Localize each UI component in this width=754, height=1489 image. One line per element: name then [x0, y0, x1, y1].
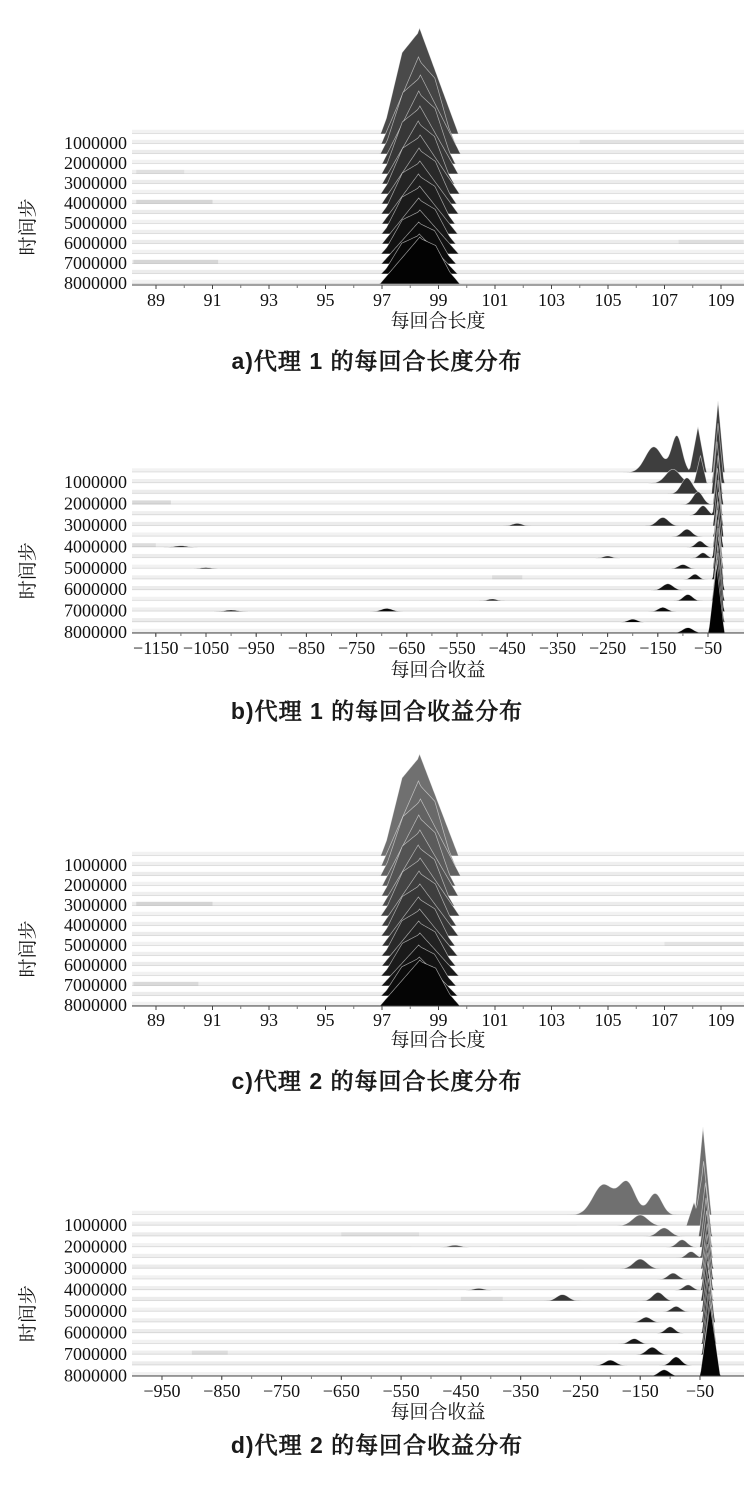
y-tick-label: 2000000 [64, 875, 127, 895]
y-tick-label: 2000000 [64, 493, 127, 514]
x-tick-label: −150 [621, 1381, 659, 1401]
x-tick-label: 97 [373, 290, 391, 310]
caption-b: b)代理 1 的每回合收益分布 [230, 698, 524, 724]
x-tick-label: 91 [203, 1010, 222, 1030]
y-tick-label: 6000000 [64, 233, 127, 253]
y-tick-label: 4000000 [64, 1279, 127, 1300]
ridgeline-chart-c [0, 732, 754, 1050]
y-tick-label: 7000000 [64, 975, 127, 995]
x-tick-label: 93 [260, 1010, 278, 1030]
density-ridge-row [132, 401, 744, 473]
y-tick-label: 3000000 [64, 1257, 127, 1278]
x-tick-label: 99 [429, 290, 448, 310]
x-tick-label: 95 [316, 290, 335, 310]
x-tick-label: −750 [338, 638, 376, 658]
x-tick-label: 101 [481, 290, 509, 310]
x-tick-label: −450 [488, 638, 526, 658]
y-tick-label: 1000000 [64, 472, 127, 493]
x-tick-label: −150 [639, 638, 677, 658]
density-ridge-row [132, 1127, 744, 1215]
x-tick-label: 89 [147, 1010, 165, 1030]
x-tick-label: −450 [442, 1381, 480, 1401]
row-smudge [192, 1351, 228, 1355]
y-tick-label: 4000000 [64, 915, 127, 935]
x-tick-label: 107 [651, 1010, 678, 1030]
x-tick-label: 105 [594, 290, 622, 310]
x-tick-label: −350 [538, 638, 576, 658]
x-axis-title: 每回合长度 [390, 1030, 486, 1050]
density-ridge-row [132, 553, 744, 612]
figure-panel-b [0, 378, 754, 726]
y-tick-label: 6000000 [64, 579, 127, 600]
x-tick-label: −250 [589, 638, 627, 658]
x-axis-title: 每回合长度 [390, 311, 486, 332]
x-tick-label: −950 [237, 638, 275, 658]
row-smudge [132, 543, 156, 547]
density-ridge-row [132, 1286, 744, 1344]
x-tick-label: −550 [438, 638, 476, 658]
density-ridge-row [132, 545, 744, 601]
row-smudge [136, 902, 212, 906]
y-tick-label: 7000000 [64, 253, 127, 273]
x-tick-label: 91 [203, 290, 222, 310]
y-tick-label: 8000000 [64, 1365, 127, 1386]
figure-panel-c [0, 732, 754, 1096]
y-tick-label: 1000000 [64, 1214, 127, 1235]
y-tick-label: 4000000 [64, 193, 127, 213]
x-tick-label: 89 [147, 290, 165, 310]
y-axis-title: 时间步 [18, 542, 39, 600]
y-tick-label: 5000000 [64, 213, 127, 233]
y-tick-label: 3000000 [64, 895, 127, 915]
x-tick-label: −1050 [182, 638, 230, 658]
caption-a: a)代理 1 的每回合长度分布 [231, 348, 523, 374]
row-smudge [492, 575, 522, 579]
y-tick-label: 3000000 [64, 515, 127, 535]
y-tick-label: 5000000 [64, 557, 127, 578]
ridgeline-chart-a [0, 0, 754, 336]
x-tick-label: 101 [481, 1010, 509, 1030]
density-ridge-row [132, 1294, 744, 1355]
x-tick-label: −650 [322, 1381, 360, 1401]
y-tick-label: 2000000 [64, 153, 127, 173]
row-smudge [665, 942, 744, 946]
x-tick-label: −50 [693, 638, 723, 658]
x-tick-label: 99 [429, 1010, 448, 1030]
figure-panel-d [0, 1102, 754, 1460]
x-tick-label: −850 [203, 1381, 241, 1401]
row-smudge [679, 240, 744, 244]
x-tick-label: −550 [382, 1381, 420, 1401]
y-axis-title: 时间步 [18, 198, 39, 256]
y-tick-label: 6000000 [64, 1322, 127, 1343]
x-tick-label: −1150 [133, 638, 179, 658]
caption-d: d)代理 2 的每回合收益分布 [230, 1432, 524, 1458]
row-smudge [461, 1297, 503, 1301]
x-tick-label: 103 [538, 290, 565, 310]
x-tick-label: −650 [388, 638, 426, 658]
y-tick-label: 2000000 [64, 1236, 127, 1257]
x-tick-label: 103 [538, 1010, 565, 1030]
y-tick-label: 1000000 [64, 855, 127, 875]
x-tick-label: 93 [260, 290, 278, 310]
row-smudge [133, 982, 198, 986]
ridgeline-chart-d [0, 1102, 754, 1422]
x-tick-label: −750 [262, 1381, 301, 1401]
x-tick-label: 105 [594, 1010, 622, 1030]
x-tick-label: −50 [685, 1381, 715, 1401]
row-smudge [580, 140, 744, 144]
x-axis-title: 每回合收益 [390, 660, 486, 681]
x-tick-label: −250 [561, 1381, 600, 1401]
row-smudge [341, 1232, 419, 1236]
density-ridge-row [132, 1161, 744, 1226]
y-tick-label: 8000000 [64, 995, 127, 1015]
row-smudge [136, 170, 184, 174]
y-axis-title: 时间步 [18, 1285, 39, 1343]
x-tick-label: −850 [287, 638, 325, 658]
x-tick-label: 95 [316, 1010, 335, 1030]
row-smudge [133, 260, 218, 264]
y-tick-label: 8000000 [64, 273, 127, 293]
y-tick-label: 5000000 [64, 935, 127, 955]
x-tick-label: 97 [373, 1010, 391, 1030]
figure-panel-a [0, 0, 754, 376]
ridgeline-chart-b [0, 378, 754, 694]
x-tick-label: 109 [707, 1010, 735, 1030]
y-tick-label: 7000000 [64, 1343, 127, 1364]
y-tick-label: 5000000 [64, 1300, 127, 1321]
caption-c: c)代理 2 的每回合长度分布 [231, 1068, 523, 1094]
y-tick-label: 1000000 [64, 133, 127, 153]
x-tick-label: 109 [707, 290, 735, 310]
x-axis-title: 每回合收益 [390, 1402, 486, 1422]
row-smudge [132, 500, 171, 504]
y-tick-label: 7000000 [64, 600, 127, 621]
y-tick-label: 3000000 [64, 173, 127, 193]
y-tick-label: 4000000 [64, 536, 127, 557]
density-ridge-row [132, 560, 744, 622]
x-tick-label: −950 [143, 1381, 181, 1401]
y-tick-label: 6000000 [64, 955, 127, 975]
row-smudge [136, 200, 212, 204]
y-tick-label: 8000000 [64, 622, 127, 642]
x-tick-label: 107 [651, 290, 678, 310]
y-axis-title: 时间步 [18, 920, 39, 978]
x-tick-label: −350 [502, 1381, 540, 1401]
